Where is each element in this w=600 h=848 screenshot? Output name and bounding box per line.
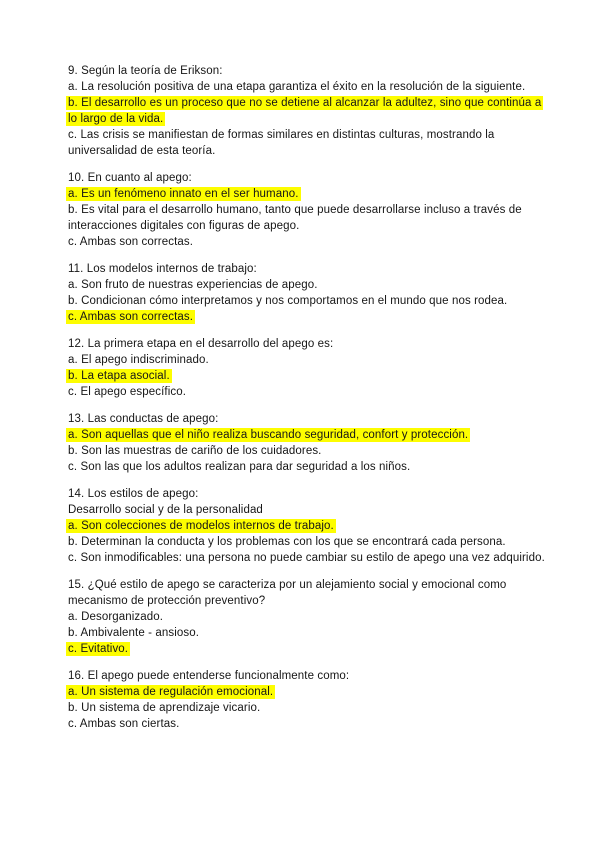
question-block-11: [68, 261, 544, 325]
text-line: [68, 218, 544, 234]
text-line: [68, 368, 544, 384]
highlighted-answer-text: c. Ambas son correctas.: [68, 311, 194, 323]
plain-text: 15. ¿Qué estilo de apego se caracteriza por un alejamiento social y emocional como: [68, 579, 507, 591]
text-line: [68, 202, 544, 218]
plain-text: 9. Según la teoría de Erikson:: [68, 65, 223, 77]
highlighted-answer-text: b. La etapa asocial.: [68, 370, 170, 382]
plain-text: Desarrollo social y de la personalidad: [68, 504, 263, 516]
plain-text: a. El apego indiscriminado.: [68, 354, 209, 366]
question-block-12: [68, 336, 544, 400]
text-line: [68, 352, 544, 368]
plain-text: b. Condicionan cómo interpretamos y nos comportamos en el mundo que nos rodea.: [68, 295, 508, 307]
plain-text: c. Son las que los adultos realizan para dar seguridad a los niños.: [68, 461, 411, 473]
plain-text: c. Las crisis se manifiestan de formas similares en distintas culturas, mostrando la: [68, 129, 495, 141]
text-line: [68, 716, 544, 732]
text-line: [68, 609, 544, 625]
plain-text: universalidad de esta teoría.: [68, 145, 216, 157]
text-line: [68, 95, 544, 111]
text-line: [68, 486, 544, 502]
question-block-14: [68, 486, 544, 566]
plain-text: 12. La primera etapa en el desarrollo del apego es:: [68, 338, 334, 350]
text-line: [68, 143, 544, 159]
plain-text: b. Es vital para el desarrollo humano, tanto que puede desarrollarse incluso a través de: [68, 204, 522, 216]
highlighted-answer-text: a. Es un fenómeno innato en el ser humano.: [68, 188, 299, 200]
text-line: [68, 577, 544, 593]
highlighted-answer-text: a. Son aquellas que el niño realiza buscando seguridad, confort y protección.: [68, 429, 469, 441]
quiz-questions: [68, 63, 544, 732]
question-block-16: [68, 668, 544, 732]
highlighted-answer-text: lo largo de la vida.: [68, 113, 164, 125]
text-line: [68, 309, 544, 325]
plain-text: c. Son inmodificables: una persona no puede cambiar su estilo de apego una vez adquirido.: [68, 552, 545, 564]
plain-text: 16. El apego puede entenderse funcionalmente como:: [68, 670, 350, 682]
text-line: [68, 518, 544, 534]
text-line: [68, 293, 544, 309]
text-line: [68, 593, 544, 609]
text-line: [68, 502, 544, 518]
plain-text: b. Son las muestras de cariño de los cuidadores.: [68, 445, 322, 457]
text-line: [68, 625, 544, 641]
plain-text: 11. Los modelos internos de trabajo:: [68, 263, 257, 275]
text-line: [68, 170, 544, 186]
text-line: [68, 63, 544, 79]
plain-text: b. Determinan la conducta y los problemas con los que se encontrará cada persona.: [68, 536, 506, 548]
text-line: [68, 127, 544, 143]
highlighted-answer-text: a. Son colecciones de modelos internos de trabajo.: [68, 520, 334, 532]
text-line: [68, 336, 544, 352]
text-line: [68, 427, 544, 443]
text-line: [68, 277, 544, 293]
text-line: [68, 79, 544, 95]
plain-text: 14. Los estilos de apego:: [68, 488, 199, 500]
plain-text: a. Desorganizado.: [68, 611, 164, 623]
plain-text: b. Un sistema de aprendizaje vicario.: [68, 702, 261, 714]
text-line: [68, 186, 544, 202]
text-line: [68, 641, 544, 657]
text-line: [68, 234, 544, 250]
text-line: [68, 534, 544, 550]
question-block-10: [68, 170, 544, 250]
question-block-9: [68, 63, 544, 159]
plain-text: c. Ambas son correctas.: [68, 236, 194, 248]
highlighted-answer-text: a. Un sistema de regulación emocional.: [68, 686, 274, 698]
text-line: [68, 443, 544, 459]
highlighted-answer-text: c. Evitativo.: [68, 643, 129, 655]
plain-text: c. Ambas son ciertas.: [68, 718, 180, 730]
text-line: [68, 111, 544, 127]
plain-text: a. Son fruto de nuestras experiencias de apego.: [68, 279, 318, 291]
text-line: [68, 411, 544, 427]
plain-text: interacciones digitales con figuras de apego.: [68, 220, 300, 232]
question-block-15: [68, 577, 544, 657]
text-line: [68, 684, 544, 700]
text-line: [68, 261, 544, 277]
plain-text: 13. Las conductas de apego:: [68, 413, 219, 425]
text-line: [68, 668, 544, 684]
plain-text: a. La resolución positiva de una etapa garantiza el éxito en la resolución de la siguiente.: [68, 81, 526, 93]
text-line: [68, 550, 544, 566]
plain-text: c. El apego específico.: [68, 386, 187, 398]
plain-text: 10. En cuanto al apego:: [68, 172, 192, 184]
plain-text: mecanismo de protección preventivo?: [68, 595, 266, 607]
text-line: [68, 700, 544, 716]
highlighted-answer-text: b. El desarrollo es un proceso que no se detiene al alcanzar la adultez, sino que continúa a: [68, 97, 542, 109]
plain-text: b. Ambivalente - ansioso.: [68, 627, 199, 639]
text-line: [68, 459, 544, 475]
text-line: [68, 384, 544, 400]
question-block-13: [68, 411, 544, 475]
